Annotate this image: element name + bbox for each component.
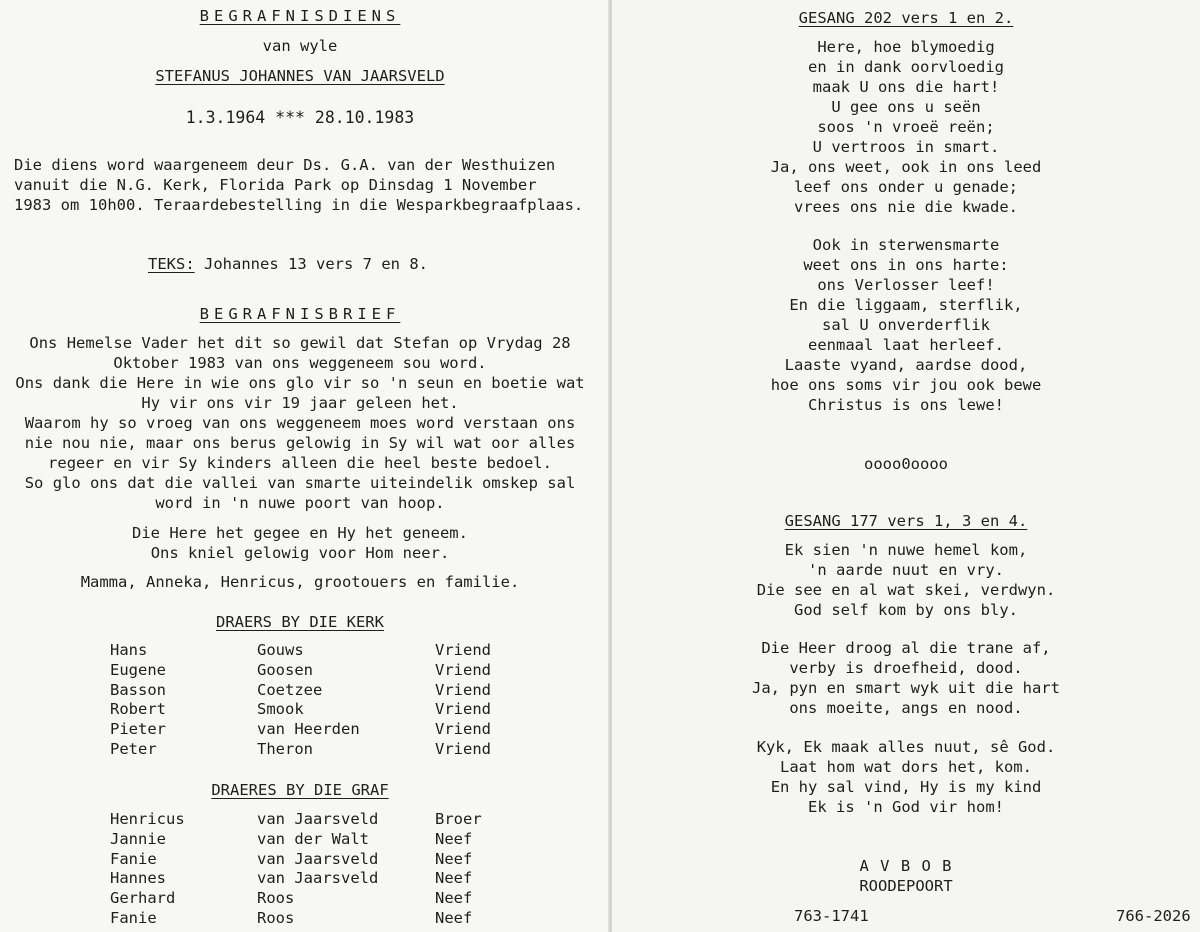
hymn-line: Laaste vyand, aardse dood, [784, 356, 1028, 374]
roodepoort: ROODEPOORT [859, 877, 953, 895]
bearer-relation: Vriend [435, 680, 491, 699]
van-wyle: van wyle [262, 37, 338, 55]
closing-lines [0, 523, 600, 563]
deceased-name: STEFANUS JOHANNES VAN JAARSVELD [155, 67, 445, 85]
phone-right: 766-2026 [1116, 907, 1191, 925]
hymn-line: En die liggaam, sterflik, [789, 296, 1023, 314]
bearer-relation: Vriend [435, 739, 491, 758]
kerk-title: DRAERS BY DIE KERK [216, 613, 384, 631]
separator: oooo0oooo [864, 455, 948, 473]
brief-line: Oktober 1983 van ons weggeneem sou word. [113, 354, 487, 372]
bearer-first-name: Fanie [110, 908, 157, 927]
bearer-surname: Theron [257, 739, 313, 758]
brief-line: Ons Hemelse Vader het dit so gewil dat Stefan op Vrydag 28 [29, 334, 571, 352]
bearer-surname: Gouws [257, 641, 304, 659]
bearer-surname: van Jaarsveld [257, 869, 379, 888]
bearer-relation: Neef [435, 889, 473, 908]
hymn-line: hoe ons soms vir jou ook bewe [770, 376, 1042, 394]
bearer-row [110, 641, 515, 661]
hymn-line: Here, hoe blymoedig [817, 38, 995, 56]
hymn-line: U gee ons u seën [831, 98, 981, 116]
bearer-first-name: Robert [110, 700, 166, 719]
bearer-first-name: Pieter [110, 720, 166, 739]
closing-line: Ons kniel gelowig voor Hom neer. [150, 544, 450, 562]
bearer-relation: Broer [435, 810, 482, 828]
dates: 1.3.1964 *** 28.10.1983 [185, 108, 415, 127]
brief-line: nie nou nie, maar ons berus gelowig in Sy wil wat oor alles [24, 434, 576, 452]
hymn-line: en in dank oorvloedig [808, 58, 1004, 76]
right-page [612, 0, 1200, 932]
bearer-row [110, 700, 515, 720]
brief-paragraph [0, 333, 600, 513]
bearer-first-name: Peter [110, 739, 157, 758]
hymn-line: soos 'n vroeë reën; [817, 118, 995, 136]
bearer-relation: Vriend [435, 700, 491, 719]
hymn-line: En hy sal vind, Hy is my kind [770, 778, 1042, 796]
brief-line: So glo ons dat die vallei van smarte uiteindelik omskep sal [24, 474, 576, 492]
phone-left: 763-1741 [794, 907, 869, 925]
bearer-row [110, 850, 515, 870]
bearer-row [110, 720, 515, 740]
gesang1-verse2 [612, 235, 1200, 415]
closing-line: Die Here het gegee en Hy het geneem. [132, 524, 468, 542]
brief-title: BEGRAFNISBRIEF [199, 305, 401, 323]
service-line: 1983 om 10h00. Teraardebestelling in die Wesparkbegraafplaas. [14, 196, 584, 214]
bearer-surname: van der Walt [257, 829, 369, 848]
bearer-surname: Roos [257, 889, 295, 908]
bearer-row [110, 810, 515, 830]
teks-label: TEKS: [148, 255, 195, 273]
bearer-relation: Vriend [435, 641, 491, 659]
bearer-relation: Vriend [435, 660, 491, 679]
bearer-row [110, 681, 515, 701]
gesang1-title: GESANG 202 vers 1 en 2. [798, 9, 1014, 27]
hymn-line: Die Heer droog al die trane af, [761, 639, 1051, 657]
service-line: vanuit die N.G. Kerk, Florida Park op Dinsdag 1 November [14, 176, 537, 194]
hymn-line: Christus is ons lewe! [808, 396, 1004, 414]
bearer-relation: Neef [435, 908, 473, 927]
teks-value: Johannes 13 vers 7 en 8. [204, 255, 428, 273]
bearer-first-name: Henricus [110, 810, 185, 828]
hymn-line: maak U ons die hart! [812, 78, 1000, 96]
gesang1-verse1 [612, 37, 1200, 217]
bearer-row [110, 869, 515, 889]
bearer-first-name: Hannes [110, 869, 166, 888]
hymn-line: Kyk, Ek maak alles nuut, sê God. [756, 738, 1056, 756]
hymn-line: verby is droefheid, dood. [789, 659, 1023, 677]
brief-line: word in 'n nuwe poort van hoop. [155, 494, 445, 512]
gesang2-verse2 [612, 638, 1200, 718]
bearer-surname: Smook [257, 700, 304, 719]
bearer-surname: van Jaarsveld [257, 810, 379, 828]
brief-line: regeer en vir Sy kinders alleen die heel beste bedoel. [48, 454, 552, 472]
bearer-row [110, 830, 515, 850]
bearer-first-name: Fanie [110, 849, 157, 868]
hymn-line: eenmaal laat herleef. [808, 336, 1004, 354]
hymn-line: Ja, pyn en smart wyk uit die hart [752, 679, 1060, 697]
hymn-line: leef ons onder u genade; [794, 178, 1018, 196]
graf-table [110, 810, 515, 929]
teks-line [148, 254, 428, 274]
avbob: A V B O B [859, 857, 953, 875]
hymn-line: ons moeite, angs en nood. [789, 699, 1023, 717]
bearer-relation: Neef [435, 849, 473, 868]
brief-line: Ons dank die Here in wie ons glo vir so 'n seun en boetie wat [15, 374, 585, 392]
hymn-line: ons Verlosser leef! [817, 276, 995, 294]
bearer-surname: van Heerden [257, 720, 360, 739]
hymn-line: Die see en al wat skei, verdwyn. [756, 581, 1056, 599]
hymn-line: Ja, ons weet, ook in ons leed [770, 158, 1042, 176]
gesang2-title: GESANG 177 vers 1, 3 en 4. [784, 512, 1028, 530]
bearer-row [110, 740, 515, 760]
hymn-line: sal U onverderflik [822, 316, 990, 334]
bearer-surname: van Jaarsveld [257, 849, 379, 868]
bearer-relation: Vriend [435, 720, 491, 739]
brief-line: Waarom hy so vroeg van ons weggeneem moes word verstaan ons [24, 414, 576, 432]
hymn-line: Ek sien 'n nuwe hemel kom, [784, 541, 1028, 559]
bearer-first-name: Basson [110, 680, 166, 699]
service-line: Die diens word waargeneem deur Ds. G.A. van der Westhuizen [14, 156, 556, 174]
bearer-first-name: Jannie [110, 829, 166, 848]
family-line: Mamma, Anneka, Henricus, grootouers en familie. [80, 573, 520, 591]
bearer-surname: Roos [257, 908, 295, 927]
hymn-line: 'n aarde nuut en vry. [808, 561, 1004, 579]
bearer-row [110, 889, 515, 909]
header-title: BEGRAFNISDIENS [199, 7, 401, 25]
bearer-surname: Coetzee [257, 680, 323, 699]
bearer-relation: Neef [435, 869, 473, 888]
service-paragraph [14, 155, 583, 215]
bearer-row [110, 909, 515, 929]
hymn-line: Ook in sterwensmarte [812, 236, 1000, 254]
hymn-line: U vertroos in smart. [812, 138, 1000, 156]
bearer-relation: Neef [435, 829, 473, 848]
hymn-line: weet ons in ons harte: [803, 256, 1009, 274]
hymn-line: God self kom by ons bly. [794, 601, 1018, 619]
hymn-line: Ek is 'n God vir hom! [808, 798, 1004, 816]
bearer-first-name: Eugene [110, 660, 166, 679]
bearer-first-name: Hans [110, 641, 148, 659]
hymn-line: vrees ons nie die kwade. [794, 198, 1018, 216]
gesang2-verse1 [612, 540, 1200, 620]
hymn-line: Laat hom wat dors het, kom. [780, 758, 1032, 776]
bearer-surname: Goosen [257, 660, 313, 679]
brief-line: Hy vir ons vir 19 jaar geleen het. [141, 394, 459, 412]
bearer-first-name: Gerhard [110, 889, 176, 908]
graf-title: DRAERES BY DIE GRAF [211, 781, 389, 799]
gesang2-verse3 [612, 737, 1200, 817]
bearer-row [110, 661, 515, 681]
kerk-table [110, 641, 515, 760]
